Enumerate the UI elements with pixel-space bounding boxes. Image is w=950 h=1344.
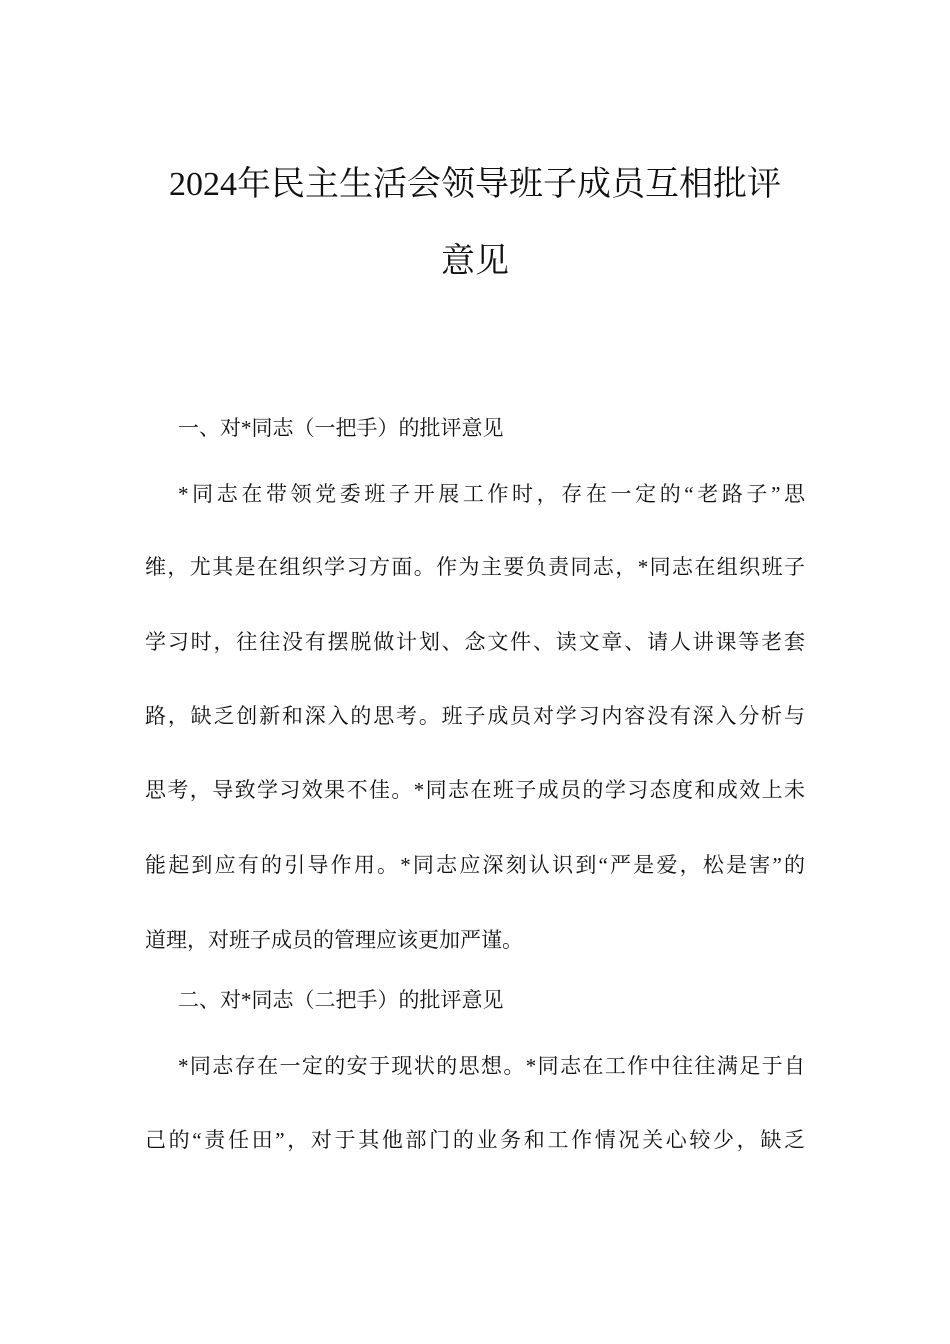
document-title-line-1: 2024年民主生活会领导班子成员互相批评 xyxy=(169,166,781,203)
section-2-line: 己的“责任田”，对于其他部门的业务和工作情况关心较少，缺乏 xyxy=(145,1128,805,1152)
section-1-line: 学习时，往往没有摆脱做计划、念文件、读文章、请人讲课等老套 xyxy=(145,630,805,654)
section-1-line: 路，缺乏创新和深入的思考。班子成员对学习内容没有深入分析与 xyxy=(145,704,805,728)
section-1-line: *同志在带领党委班子开展工作时，存在一定的“老路子”思 xyxy=(178,482,805,506)
section-1-line: 维，尤其是在组织学习方面。作为主要负责同志，*同志在组织班子 xyxy=(145,555,805,579)
section-1-line: 思考，导致学习效果不佳。*同志在班子成员的学习态度和成效上未 xyxy=(145,778,805,802)
section-1-heading: 一、对*同志（一把手）的批评意见 xyxy=(178,416,504,440)
section-2-heading: 二、对*同志（二把手）的批评意见 xyxy=(178,988,504,1012)
section-1-line: 道理，对班子成员的管理应该更加严谨。 xyxy=(145,928,523,952)
document-title-line-2: 意见 xyxy=(441,243,509,280)
section-1-line: 能起到应有的引导作用。*同志应深刻认识到“严是爱，松是害”的 xyxy=(145,853,805,877)
section-2-line: *同志存在一定的安于现状的思想。*同志在工作中往往满足于自 xyxy=(178,1054,805,1078)
